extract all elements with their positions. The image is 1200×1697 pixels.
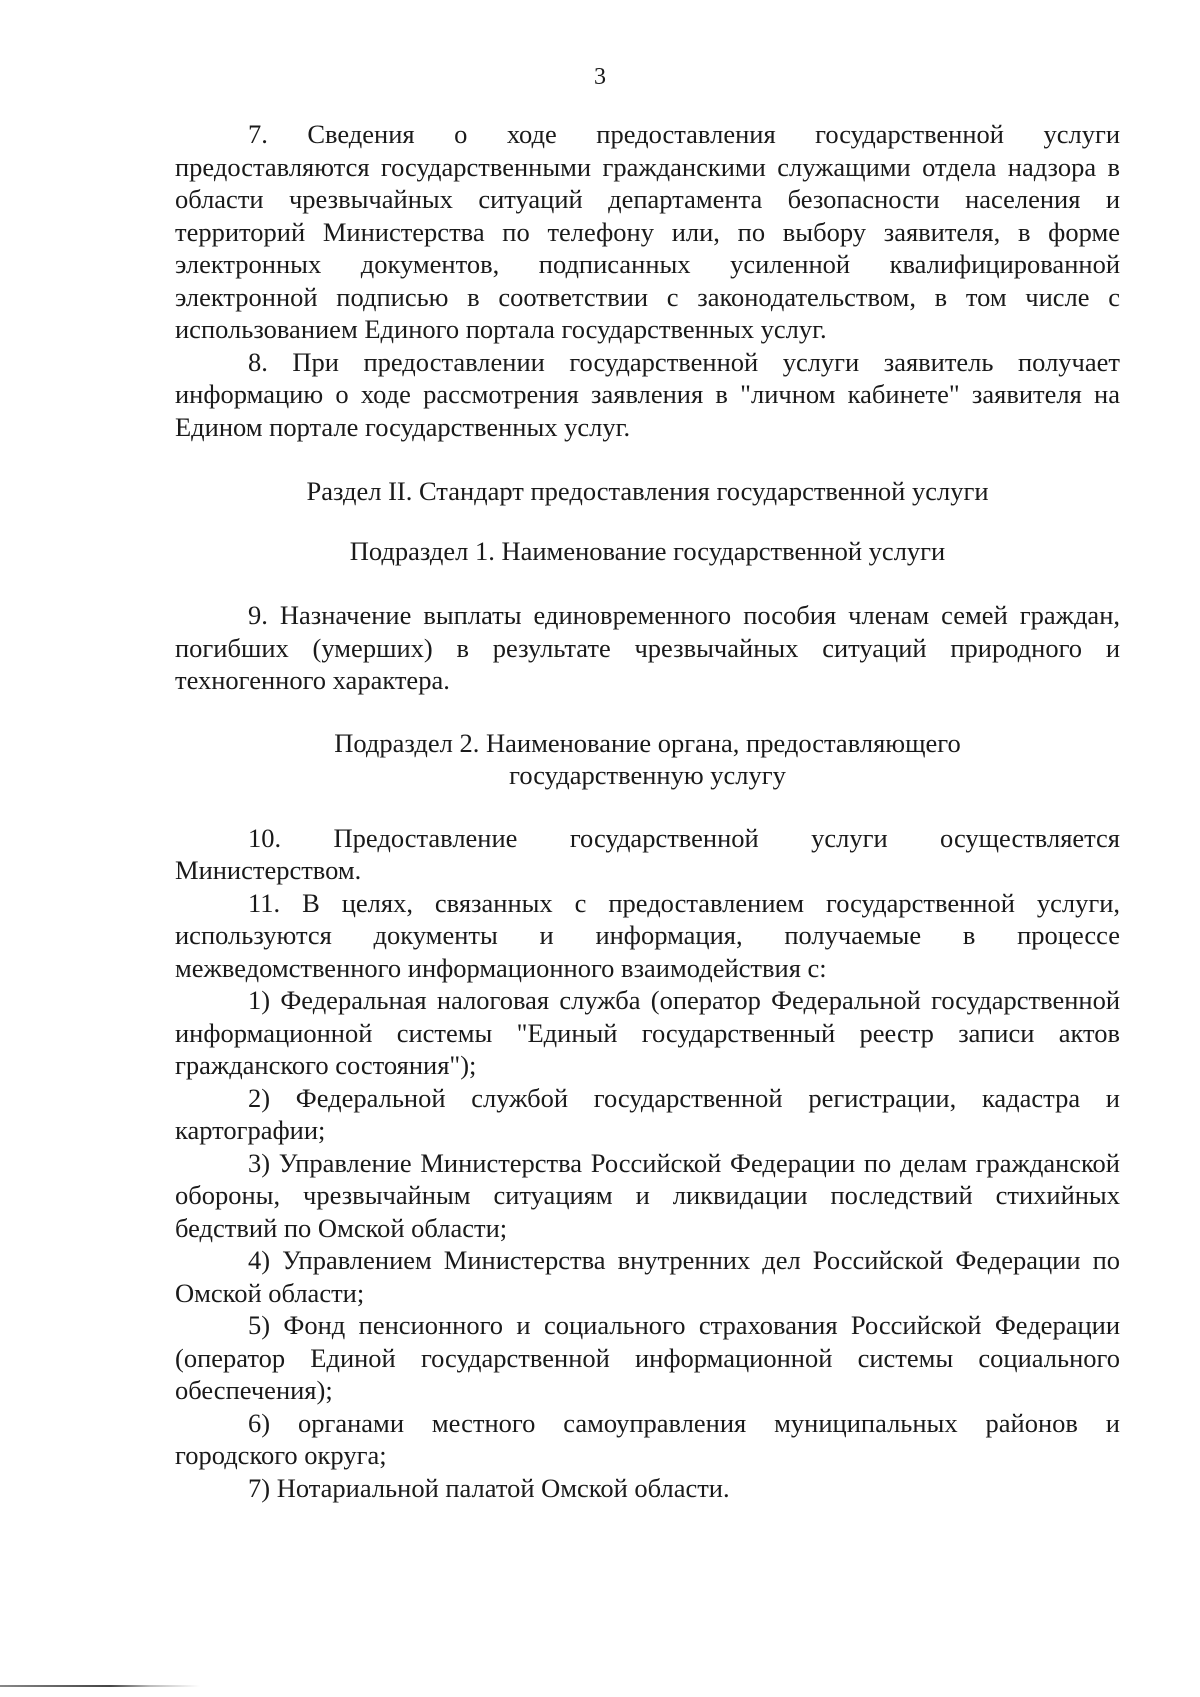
list-item-2: 2) Федеральной службой государственной регистрации, кадастра и картографии; — [175, 1082, 1120, 1145]
subsection-2-heading: Подраздел 2. Наименование органа, предоставляющего государственную услугу — [334, 727, 961, 790]
list-item-7: 7) Нотариальной палатой Омской области. — [248, 1472, 730, 1503]
scan-artifact-line — [0, 1685, 200, 1687]
list-item-3: 3) Управление Министерства Российской Федерации по делам гражданской обороны, чрезвычайным ситуациям и ликвидации последствий стихийных бедствий по Омской области; — [175, 1147, 1120, 1243]
paragraph-7: 7. Сведения о ходе предоставления государственной услуги предоставляются государственными гражданскими служащими отдела надзора в области чрезвычайных ситуаций департамента безопасности населения и территорий Министерства по телефону или, по выбору заявителя, в форме электронных документов, подписанных усиленной квалифицированной электронной подписью в соответствии с законодательством, в том числе с использованием Единого портала государственных услуг. — [175, 119, 1120, 344]
list-item-5: 5) Фонд пенсионного и социального страхования Российской Федерации (оператор Единой государственной информационной системы социального обеспечения); — [175, 1310, 1120, 1405]
document-body — [175, 118, 1120, 1504]
list-item-1: 1) Федеральная налоговая служба (оператор Федеральной государственной информационной системы "Единый государственный реестр записи актов гражданского состояния"); — [175, 985, 1120, 1080]
paragraph-9: 9. Назначение выплаты единовременного пособия членам семей граждан, погибших (умерших) в результате чрезвычайных ситуаций природного и техногенного характера. — [175, 600, 1120, 695]
list-item-4: 4) Управлением Министерства внутренних дел Российской Федерации по Омской области; — [175, 1245, 1120, 1308]
paragraph-11: 11. В целях, связанных с предоставлением государственной услуги, используются документы и информация, получаемые в процессе межведомственного информационного взаимодействия с: — [175, 887, 1120, 983]
list-item-6: 6) органами местного самоуправления муниципальных районов и городского округа; — [175, 1407, 1120, 1470]
page-number: 3 — [594, 64, 606, 90]
paragraph-8: 8. При предоставлении государственной услуги заявитель получает информацию о ходе рассмотрения заявления в "личном кабинете" заявителя на Едином портале государственных услуг. — [175, 346, 1120, 442]
subsection-1-heading: Подраздел 1. Наименование государственной услуги — [349, 535, 946, 566]
section-2-heading: Раздел II. Стандарт предоставления государственной услуги — [306, 476, 989, 506]
paragraph-10: 10. Предоставление государственной услуги осуществляется Министерством. — [175, 822, 1120, 885]
